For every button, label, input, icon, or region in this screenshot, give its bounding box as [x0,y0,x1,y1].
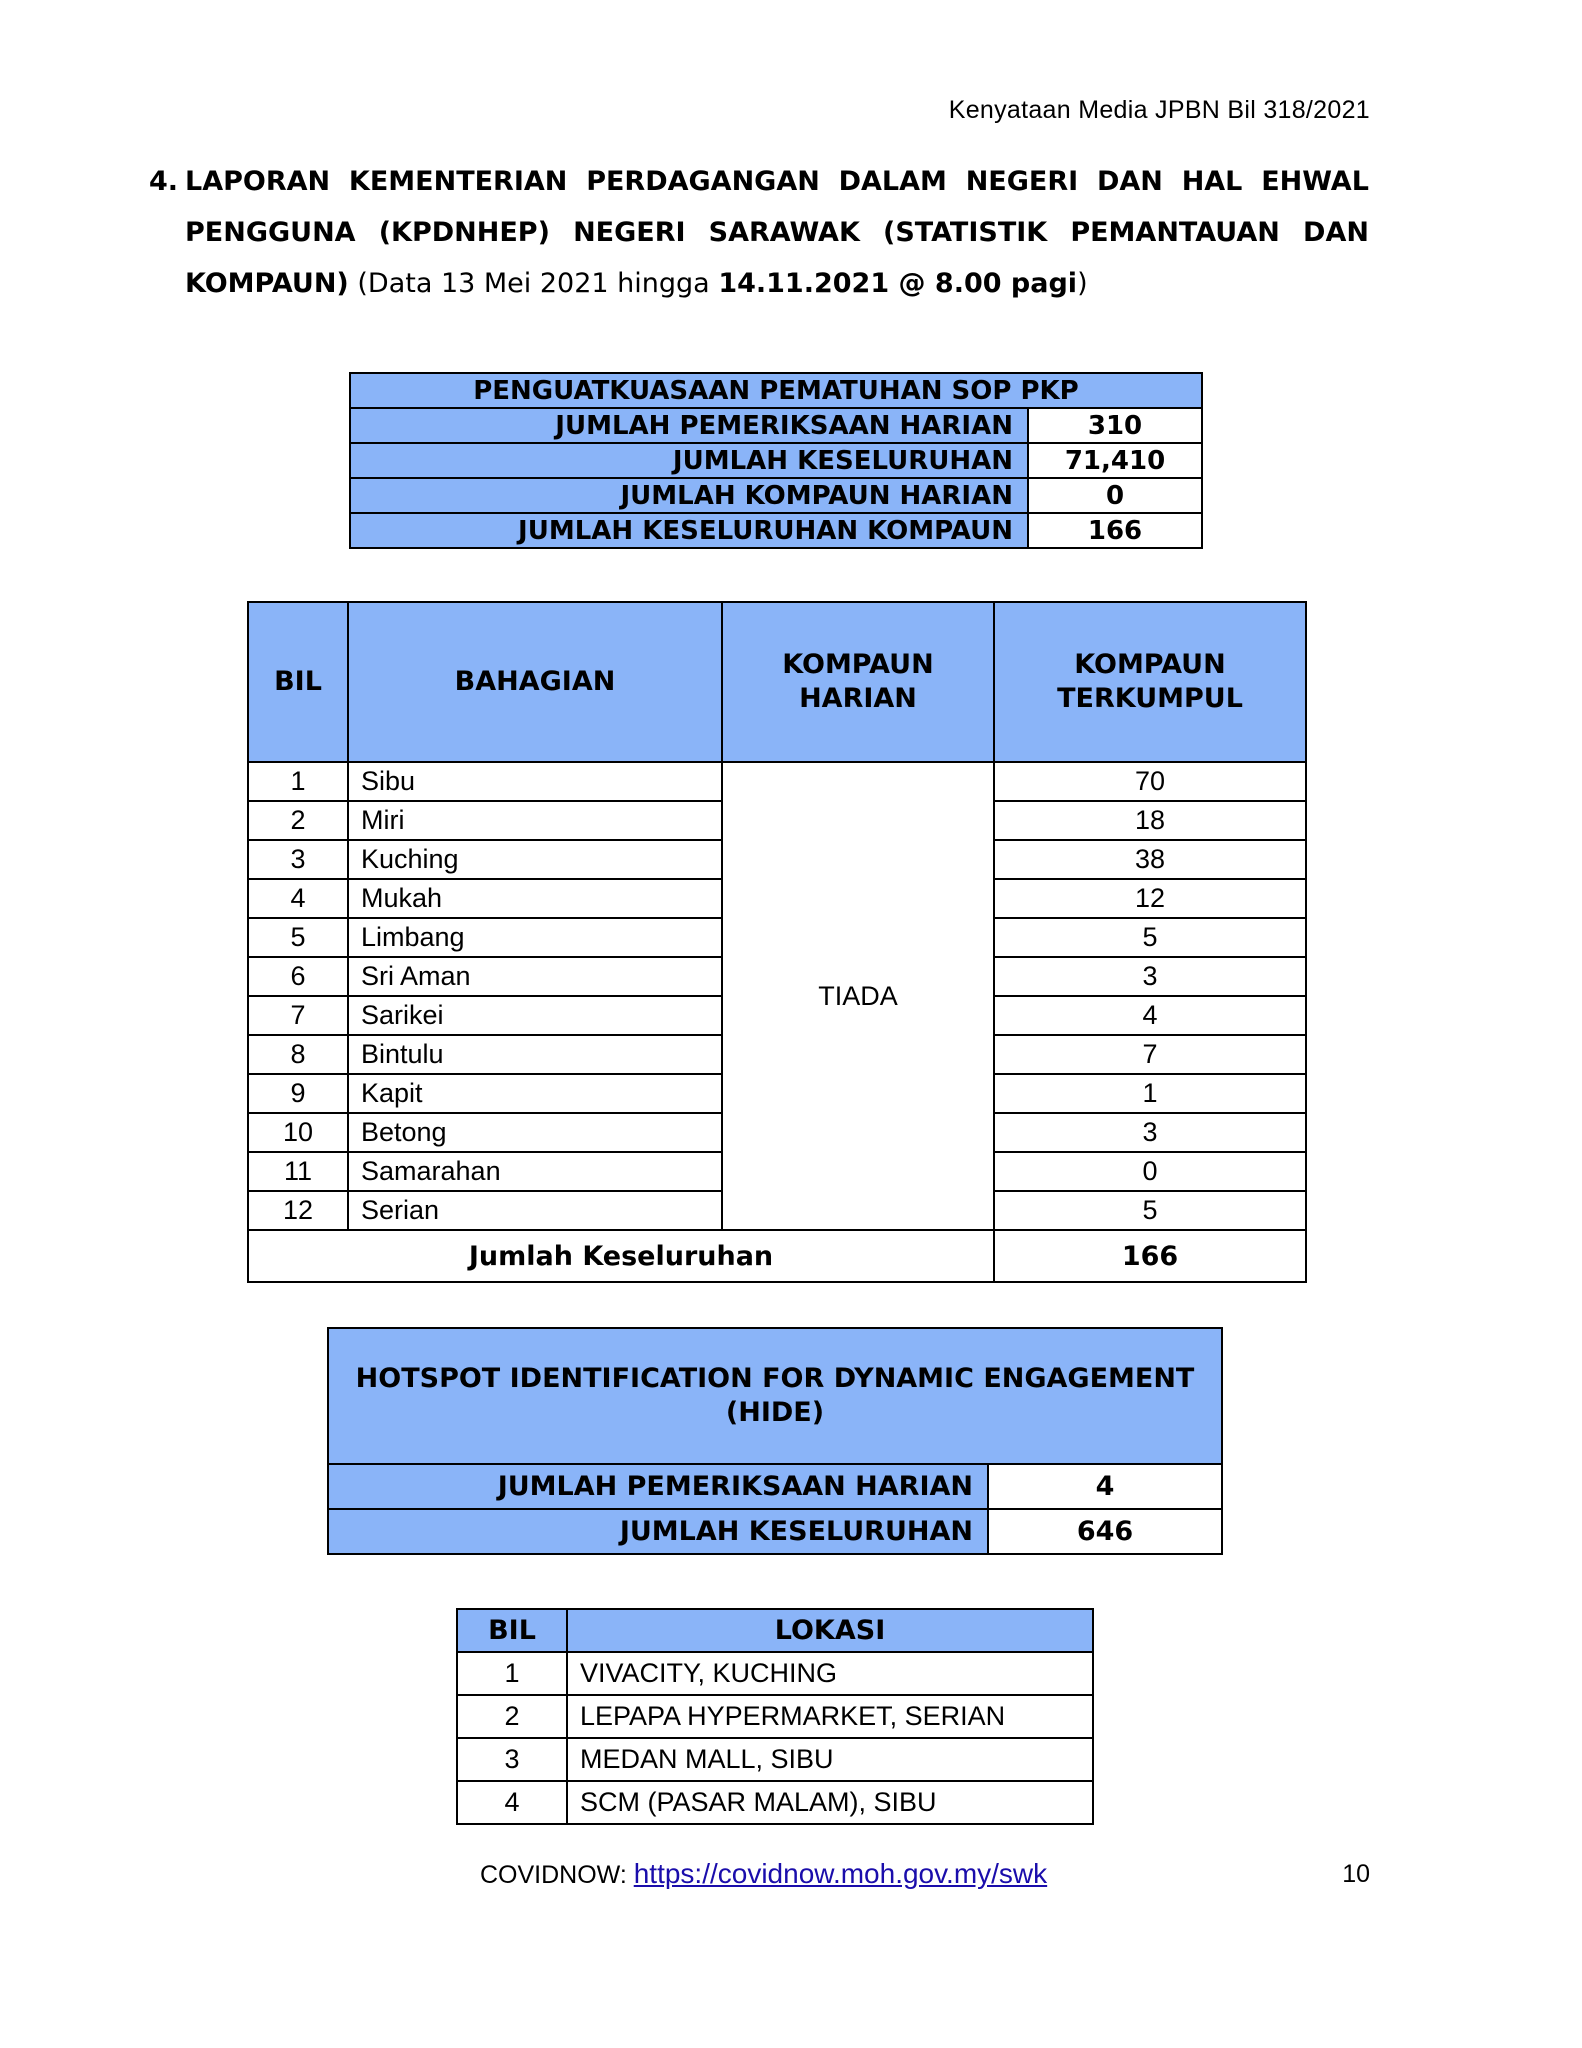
row-bahagian: Limbang [348,918,722,957]
row-bil: 5 [248,918,348,957]
column-header-kompaun-terkumpul [994,602,1306,762]
hide-label: JUMLAH KESELURUHAN [328,1509,988,1554]
heading-word: EHWAL [1261,166,1369,197]
column-header-lokasi: LOKASI [567,1609,1093,1652]
row-bil: 1 [457,1652,567,1695]
row-bil: 1 [248,762,348,801]
heading-word: DALAM [838,166,947,197]
hide-value: 646 [988,1509,1222,1554]
row-kompaun-terkumpul: 3 [994,1113,1306,1152]
heading-word: LAPORAN [185,166,331,197]
row-bahagian: Samarahan [348,1152,722,1191]
heading-word: SARAWAK [708,217,860,248]
row-kompaun-terkumpul: 12 [994,879,1306,918]
sop-pkp-summary-table [349,372,1203,549]
row-bahagian: Betong [348,1113,722,1152]
column-header-bahagian: BAHAGIAN [348,602,722,762]
heading-word: (STATISTIK [883,217,1048,248]
table-row [457,1738,1093,1781]
row-lokasi: MEDAN MALL, SIBU [567,1738,1093,1781]
hide-title-line: HOTSPOT IDENTIFICATION FOR DYNAMIC ENGAGEMENT [355,1363,1195,1394]
row-bil: 3 [457,1738,567,1781]
table-row [457,1781,1093,1824]
summary-label: JUMLAH KOMPAUN HARIAN [350,478,1028,513]
summary-label: JUMLAH KESELURUHAN KOMPAUN [350,513,1028,548]
row-lokasi: LEPAPA HYPERMARKET, SERIAN [567,1695,1093,1738]
kompaun-harian-merged: TIADA [722,762,994,1230]
heading-word: DAN [1096,166,1163,197]
header-line: TERKUMPUL [1057,683,1243,714]
row-bahagian: Kapit [348,1074,722,1113]
heading-word: PEMANTAUAN [1070,217,1280,248]
summary-value: 310 [1028,408,1202,443]
hide-title [328,1328,1222,1464]
row-bil: 2 [457,1695,567,1738]
total-label: Jumlah Keseluruhan [248,1230,994,1282]
heading-close-paren: ) [1077,268,1088,299]
row-bil: 4 [457,1781,567,1824]
row-bahagian: Bintulu [348,1035,722,1074]
heading-line-2 [185,217,1369,248]
row-lokasi: VIVACITY, KUCHING [567,1652,1093,1695]
row-bil: 3 [248,840,348,879]
footer-prefix: COVIDNOW: [480,1861,634,1889]
summary-value: 166 [1028,513,1202,548]
row-kompaun-terkumpul: 18 [994,801,1306,840]
column-header-bil: BIL [248,602,348,762]
row-bil: 12 [248,1191,348,1230]
covidnow-link[interactable]: https://covidnow.moh.gov.my/swk [633,1858,1048,1889]
row-kompaun-terkumpul: 5 [994,918,1306,957]
row-bahagian: Kuching [348,840,722,879]
row-kompaun-terkumpul: 0 [994,1152,1306,1191]
row-bahagian: Serian [348,1191,722,1230]
summary-title: PENGUATKUASAAN PEMATUHAN SOP PKP [350,373,1202,408]
row-bil: 4 [248,879,348,918]
row-kompaun-terkumpul: 7 [994,1035,1306,1074]
row-kompaun-terkumpul: 38 [994,840,1306,879]
heading-kompaun: KOMPAUN) [185,268,349,299]
header-line: KOMPAUN [782,649,934,680]
heading-word: PERDAGANGAN [586,166,820,197]
heading-word: (KPDNHEP) [378,217,550,248]
row-bil: 7 [248,996,348,1035]
heading-date-range: (Data 13 Mei 2021 hingga [348,268,719,299]
row-bil: 10 [248,1113,348,1152]
table-row [457,1695,1093,1738]
lokasi-table [456,1608,1094,1825]
hide-summary-table [327,1327,1223,1555]
table-row [248,762,1306,801]
heading-line-3 [185,268,1369,299]
row-kompaun-terkumpul: 1 [994,1074,1306,1113]
hide-row [328,1509,1222,1554]
bahagian-kompaun-table [247,601,1307,1283]
row-bahagian: Sarikei [348,996,722,1035]
heading-word: DAN [1303,217,1369,248]
page-number: 10 [1342,1860,1370,1888]
heading-word: HAL [1181,166,1243,197]
row-bahagian: Mukah [348,879,722,918]
hide-title-line: (HIDE) [725,1397,825,1428]
heading-word: PENGGUNA [185,217,356,248]
summary-value: 71,410 [1028,443,1202,478]
row-kompaun-terkumpul: 4 [994,996,1306,1035]
row-bil: 2 [248,801,348,840]
summary-label: JUMLAH PEMERIKSAAN HARIAN [350,408,1028,443]
summary-row [350,443,1202,478]
total-value: 166 [994,1230,1306,1282]
row-bil: 9 [248,1074,348,1113]
table-row [457,1652,1093,1695]
total-row [248,1230,1306,1282]
hide-value: 4 [988,1464,1222,1509]
row-lokasi: SCM (PASAR MALAM), SIBU [567,1781,1093,1824]
summary-row [350,478,1202,513]
hide-label: JUMLAH PEMERIKSAAN HARIAN [328,1464,988,1509]
summary-value: 0 [1028,478,1202,513]
document-reference: Kenyataan Media JPBN Bil 318/2021 [948,96,1370,124]
column-header-kompaun-harian [722,602,994,762]
row-bil: 11 [248,1152,348,1191]
summary-row [350,513,1202,548]
row-bahagian: Sibu [348,762,722,801]
row-bahagian: Miri [348,801,722,840]
row-bil: 8 [248,1035,348,1074]
heading-word: KEMENTERIAN [348,166,568,197]
row-kompaun-terkumpul: 70 [994,762,1306,801]
heading-word: NEGERI [573,217,686,248]
column-header-bil: BIL [457,1609,567,1652]
heading-line-1 [185,166,1369,197]
row-bil: 6 [248,957,348,996]
summary-label: JUMLAH KESELURUHAN [350,443,1028,478]
hide-row [328,1464,1222,1509]
row-bahagian: Sri Aman [348,957,722,996]
footer-source [480,1858,1047,1890]
heading-date-end: 14.11.2021 @ 8.00 pagi [718,268,1078,299]
header-line: KOMPAUN [1074,649,1226,680]
section-number: 4. [149,166,179,197]
summary-row [350,408,1202,443]
row-kompaun-terkumpul: 3 [994,957,1306,996]
heading-word: NEGERI [965,166,1079,197]
row-kompaun-terkumpul: 5 [994,1191,1306,1230]
header-line: HARIAN [799,683,917,714]
